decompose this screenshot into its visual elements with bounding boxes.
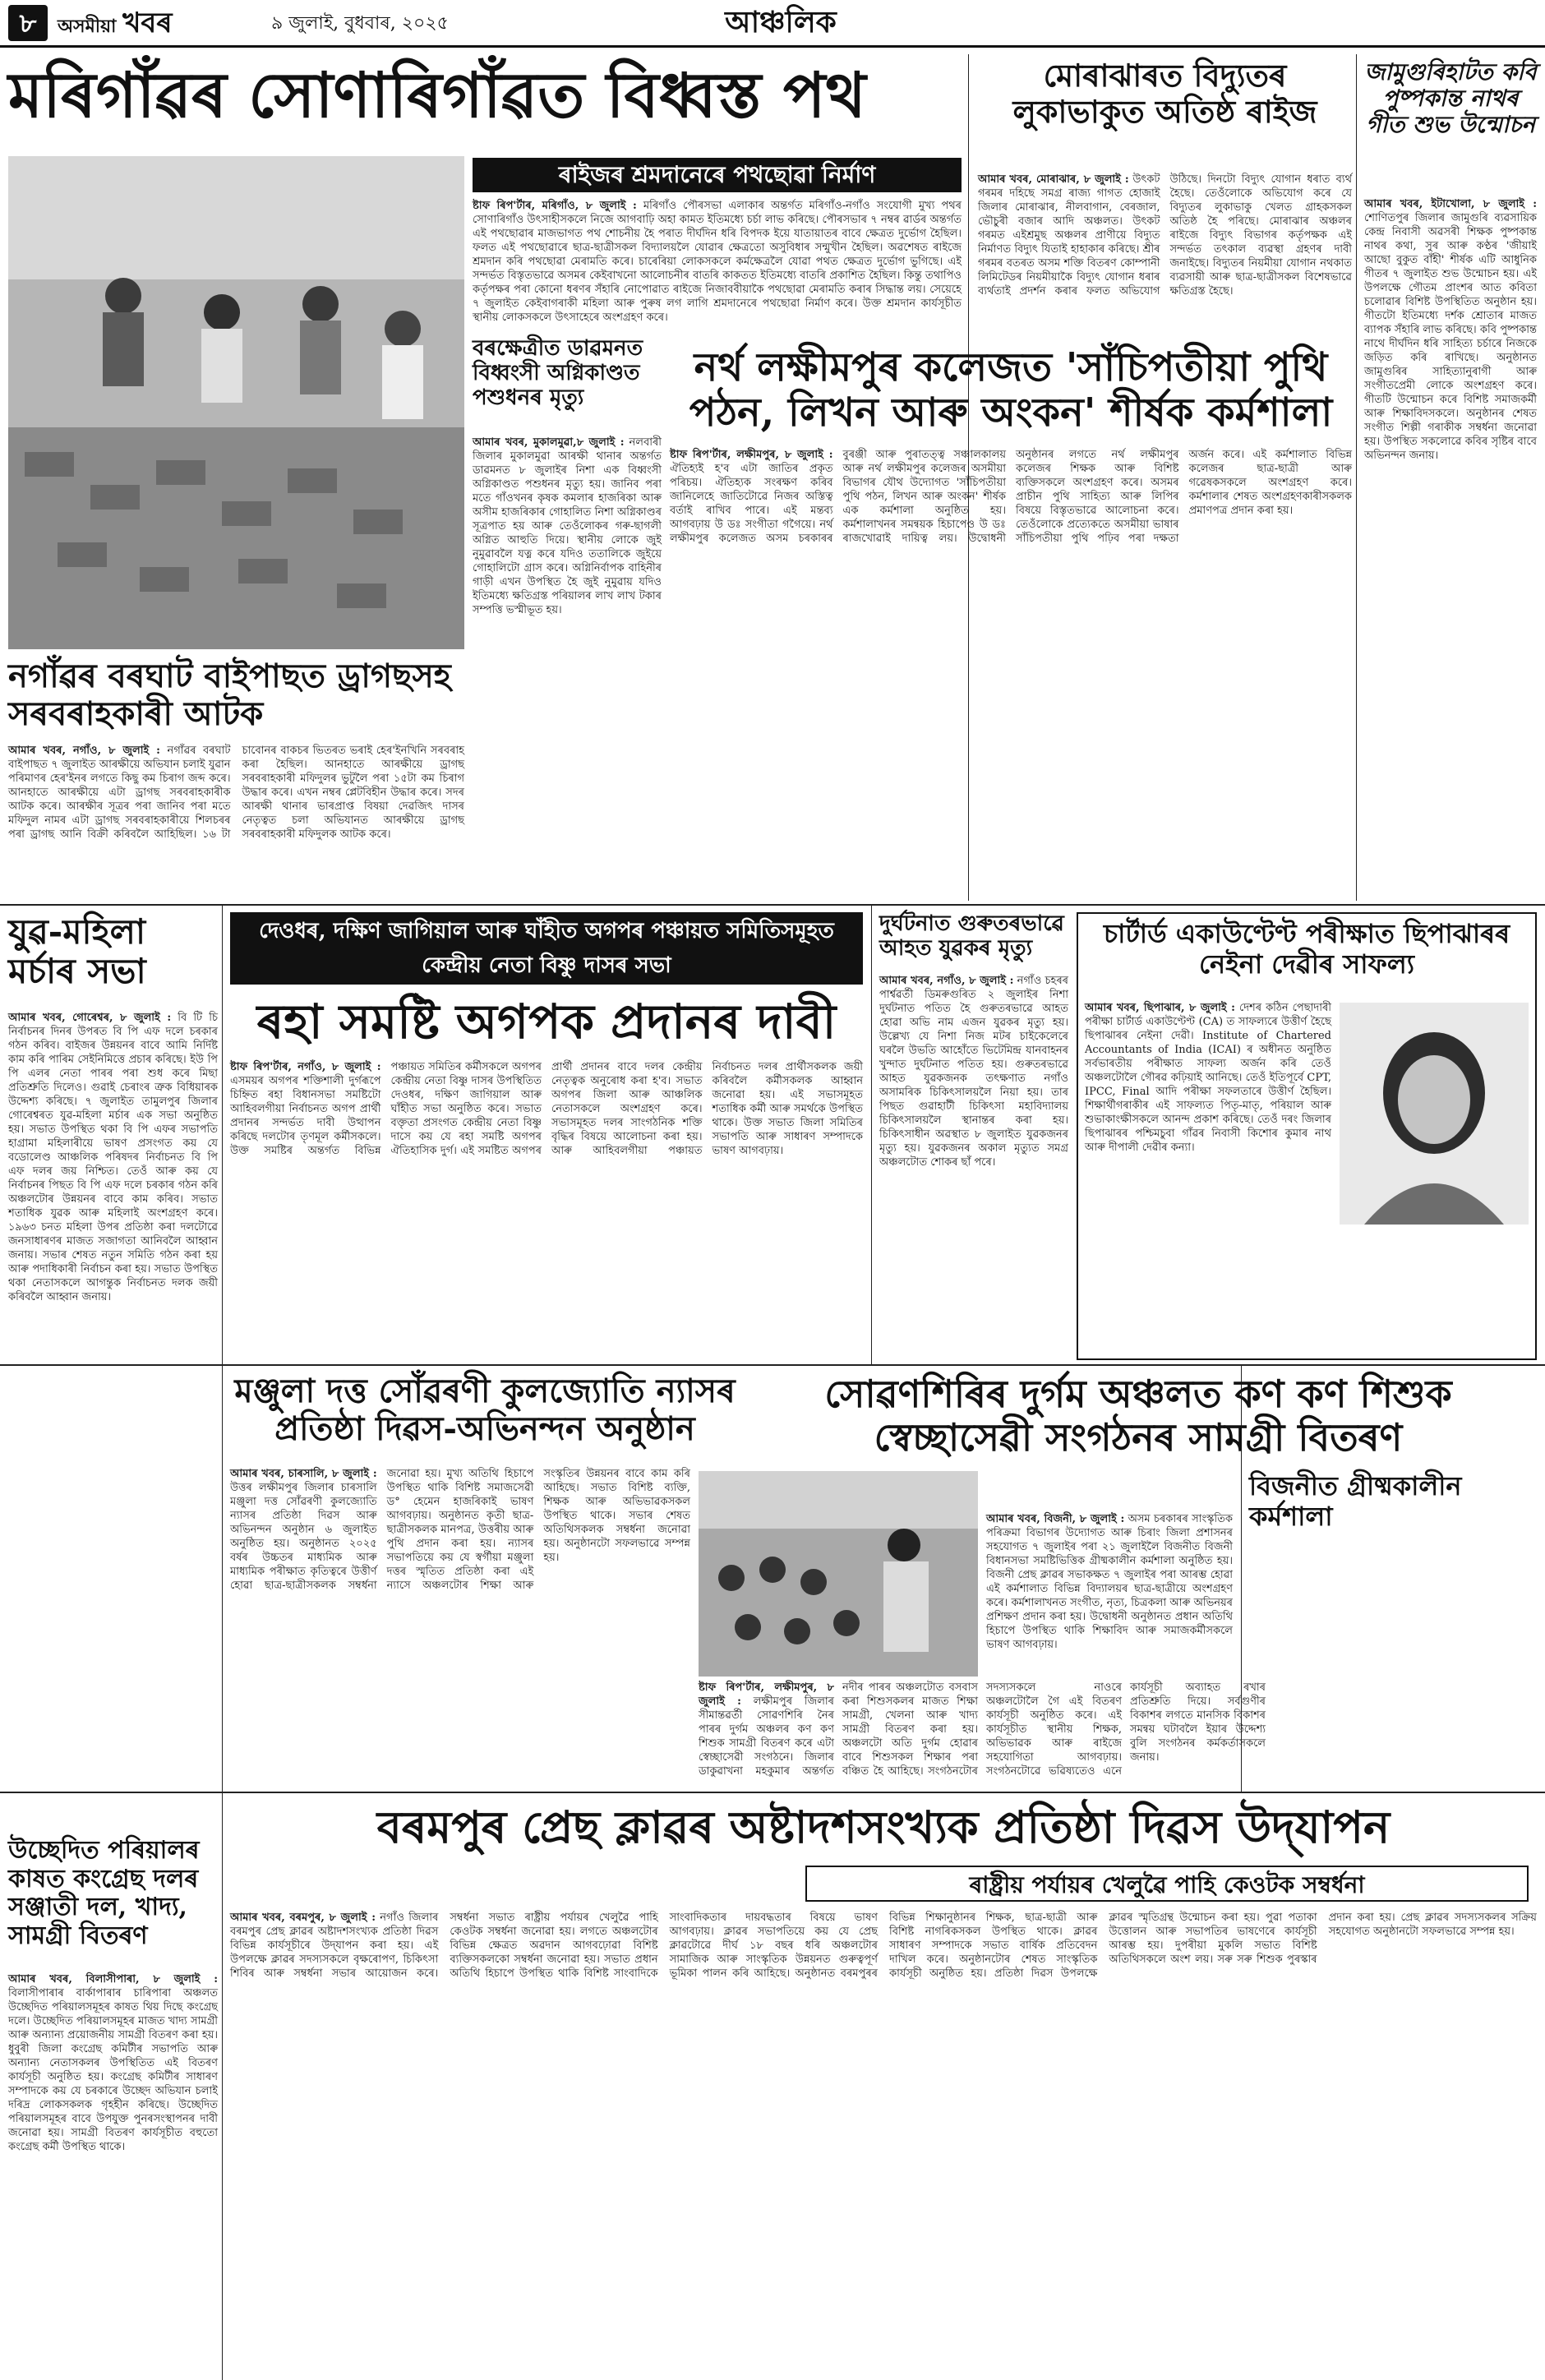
story-6-headline: নৰ্থ লক্ষীমপুৰ কলেজত 'সাঁচিপতীয়া পুথি পঠন, লিখন আৰু অংকন' শীৰ্ষক কৰ্মশালা [689,344,1333,436]
story-4-headline: মোৰাঝাৰত বিদ্যুতৰ লুকাভাকুত অতিষ্ঠ ৰাইজ [1012,57,1317,130]
story-4-body [978,173,1352,337]
photo-placeholder-icon [8,156,464,649]
story-4-text: উৎকট গৰমৰ দহিছে সমগ্ৰ ৰাজ্য গাগত হোজাই জিলাৰ মোৰাঝাৰ, নীলবাগান, বেৰজাল, ভৌচুৰী বজাৰ আদি অঞ্চলত। উৎকট গৰমত এইশ্ৰমুছ অঞ্চলৰ প্ৰাণীয়ে বিদ্যুত নিৰ্মাণত বিদ্যুৎ যিতাই হাহাকাৰ কৰিছে। শ্ৰীৰ গৰমৰ বতৰত অসম শক্তি বিতৰণ কোম্পানী লিমিটেডৰ নিয়মীয়াকৈ বিদ্যুৎ যোগান ধৰাৰ ব্যৰ্থতাই প্ৰদৰ্শন কৰাৰ ফলত অভিযোগ উঠিছে। দিনটো বিদ্যুৎ যোগান ধৰাত ব্যৰ্থ হৈছে। তেওঁলোকে অভিযোগ কৰে যে বিদ্যুতৰ লুকাভাকু খেলত গ্ৰাহকসকল অতিষ্ঠ হৈ পৰিছে। মোৰাঝাৰ অঞ্চলৰ ৰাইজে বিদ্যুৎ বিভাগৰ কৰ্তৃপক্ষক এই সন্দৰ্ভত তৎকাল ব্যৱস্থা গ্ৰহণৰ দাবী জনাইছে। বিদ্যুতৰ নিয়মীয়া যোগান নথকাত ব্যৱসায়ী আৰু ছাত্ৰ-ছাত্ৰীসকল বিশেষভাৱে ক্ষতিগ্ৰস্ত হৈছে। [978,173,1352,298]
story-1-text: মৰিগাঁও পৌৰসভা এলাকাৰ অন্তৰ্গত মৰিগাঁও-নগাঁও সংযোগী মুখ্য পথৰ সোণাৰিগাঁও উৎসাহীসকলে নিজে আগবাঢ়ি অহা কামত ইতিমধ্যে চৰ্চা লাভ কৰিছে। পৌৰসভাৰ ৭ নম্বৰ ৱাৰ্ডৰ অন্তৰ্গত এই পথছোৱাৰ মাজভাগত পথ শোচনীয় হৈ পৰাত দীৰ্ঘদিন ধৰি বিপদক ইয়ে যাতায়াতৰ বাবে ক্ষেত্ৰত দুৰ্ভোগ হৈছিল। ফলত এই পথছোৱাৰে ছাত্ৰ-ছাত্ৰীসকল বিদ্যালয়লৈ যোৱাৰ ক্ষেত্ৰতো অসুবিধাৰ সন্মুখীন হৈছিল। অৱশেষত ৰাইজে শ্ৰমদান কৰি পথছোৱা মেৰামতি কৰে। চাৰেৰিয়া লোকসকলে কৰ্মক্ষেত্ৰলৈ যোৱা পথত ক্ষেত্ৰত দুৰ্ভোগ ভুগিছে। এই সন্দৰ্ভত বিস্তৃতভাৱে অসমৰ কেইবাখনো আলোচনীৰ বাতৰি কাকতত ইতিমধ্যে বাতৰি প্ৰকাশিত হৈছিল। কিন্তু তথাপিও কৰ্তৃপক্ষৰ পৰা কোনো ধৰণৰ সঁহাৰি নোপোৱাত ৰাইজে নিজাববীয়াকৈ পথছোৱা মেৰামতি কৰাৰ সিদ্ধান্ত লয়। সেয়েহে ৭ জুলাইত কেইবাগৰাকী মহিলা আৰু পুৰুষ লগ লাগি শ্ৰমদানেৰে পথছোৱা নিৰ্মাণ কৰে। উক্ত শ্ৰমদান কাৰ্যসূচীত স্থানীয় লোকসকলে উৎসাহেৰে অংশগ্ৰহণ কৰে। [473,200,962,324]
story-12-byline: আমাৰ খবৰ, বিলাসীপাৰা, ৮ জুলাই : [8,1973,218,1986]
story-13-body-a [699,1681,1266,1787]
page-number: ৮ [8,5,48,41]
story-5-text: শোণিতপুৰ জিলাৰ জামুগুৰি ব্যৱসায়িক কেন্দ্ৰ নিবাসী অৱসৰী শিক্ষক পুষ্পকান্ত নাথৰ কথা, সুৰ আৰু কণ্ঠৰ 'জীয়াই আছো বুকুত বাঁহী' শীৰ্ষক এটি আধুনিক গীতৰ ৭ জুলাইত শুভ উন্মোচন হয়। এই উপলক্ষে গৌতম প্ৰাংশৰ আত কবিতা চলোৱাৰ বিশিষ্ট উপস্থিতিত অনুষ্ঠান হয়। গীতটো ইতিমধ্যে দৰ্শক শ্ৰোতাৰ মাজত ব্যাপক সঁহাৰি লাভ কৰিছে। কবি পুষ্পকান্ত নাথে দীৰ্ঘদিন ধৰি সাহিত্য চৰ্চাৰে নিজকে জড়িত কৰি ৰাখিছে। অনুষ্ঠানত জামুগুৰিৰ সাহিত্যানুৰাগী আৰু সংগীতপ্ৰেমী লোকে অংশগ্ৰহণ কৰে। গীতটি উন্মোচন কৰে বিশিষ্ট সমাজকৰ্মী আৰু শিক্ষাবিদসকলে। অনুষ্ঠানৰ শেষত সংগীত শিল্পী গৰাকীক সম্বৰ্ধনা জনোৱা হয়। উপস্থিত সকলোৱে কবিৰ সৃষ্টিৰ বাবে অভিনন্দন জনায়। [1364,212,1537,462]
story-3-text: নগাঁৱৰ বৰঘাট বাইপাছত ৭ জুলাইত আৰক্ষীয়ে অভিযান চলাই যুৱান পৰিমাণৰ হেৰ'ইনৰ লগতে কিছু কম চিৰাগ জব্দ কৰে। আনহাতে আৰক্ষীয়ে এটা ড্ৰাগছ সৰবৰাহকাৰীক আটক কৰে। আৰক্ষীৰ সূত্ৰৰ পৰা জানিব পৰা মতে মফিদুল নামৰ এটা ড্ৰাগছ সৰবৰাহকাৰীয়ে শিলচৰৰ পৰা ড্ৰাগছ আনি বিক্ৰী কৰিবলৈ আহিছিল। ১৬ টা চাবোনৰ বাকচৰ ভিতৰত ভৰাই হেৰ'ইনখিনি সৰবৰাহ কৰা হৈছিল। আনহাতে আৰক্ষীয়ে ড্ৰাগছ সৰবৰাহকাৰী মফিদুলৰ ভুটুলৈ পৰা ১৫টা কম চিৰাগ উদ্ধাৰ কৰে। এখন নম্বৰ প্লেটবিহীন উদ্ধাৰ কৰে। সদৰ আৰক্ষী থানাৰ ভাৰপ্ৰাপ্ত বিষয়া দেৱজিৎ দাসৰ নেতৃত্বত চলা অভিযানত আৰক্ষীয়ে ড্ৰাগছ সৰবৰাহকাৰী মফিদুলক আটক কৰে। [8,745,464,841]
story-11-headline: মঞ্জুলা দত্ত সোঁৱৰণী কুলজ্যোতি ন্যাসৰ প্ৰতিষ্ঠা দিৱস-অভিনন্দন অনুষ্ঠান [234,1372,736,1448]
story-13-byline: ষ্টাফ ৰিপ'ৰ্টাৰ, লক্ষীমপুৰ, ৮ জুলাই : [699,1681,834,1708]
story-13-headline: সোৱণশিৰিৰ দুৰ্গম অঞ্চলত কণ কণ শিশুক স্বেচ্ছাসেৱী সংগঠনৰ সামগ্ৰী বিতৰণ [824,1372,1452,1460]
story-12-headline: উচ্ছেদিত পৰিয়ালৰ কাষত কংগ্ৰেছ দলৰ সঞ্জাতী দল, খাদ্য, সামগ্ৰী বিতৰণ [8,1836,200,1950]
story-10-headline: চাৰ্টাৰ্ড একাউণ্টেণ্ট পৰীক্ষাত ছিপাঝাৰৰ নেইনা দেৱীৰ সাফল্য [1103,918,1510,980]
portrait-photo [1340,1003,1529,1225]
story-15-headline: বৰমপুৰ প্ৰেছ ক্লাৱৰ অষ্টাদশসংখ্যক প্ৰতিষ্ঠা দিৱস উদ্‌যাপন [376,1801,1390,1853]
story-12-text: বিলাসীপাৰাৰ বাৰ্কাপাৰাৰ চাৰিপাৰা অঞ্চলত উচ্ছেদিত পৰিয়ালসমূহৰ কাষত থিয় দিছে কংগ্ৰেছ দলে। উচ্ছেদিত পৰিয়ালসমূহৰ মাজত খাদ্য সামগ্ৰী আৰু অন্যান্য প্ৰয়োজনীয় সামগ্ৰী বিতৰণ কৰা হয়। ধুবুৰী জিলা কংগ্ৰেছ কমিটীৰ সভাপতি আৰু অন্যান্য নেতাসকলৰ উপস্থিতিত এই বিতৰণ কাৰ্যসূচী অনুষ্ঠিত হয়। কংগ্ৰেছ কমিটীৰ সাধাৰণ সম্পাদকে কয় যে চৰকাৰে উচ্ছেদ অভিযান চলাই দৰিদ্ৰ লোকসকলক গৃহহীন কৰিছে। উচ্ছেদিত পৰিয়ালসমূহৰ বাবে উপযুক্ত পুনৰসংস্থাপনৰ দাবী জনোৱা হয়। সামগ্ৰী বিতৰণ কাৰ্যসূচীত বহুতো কংগ্ৰেছ কৰ্মী উপস্থিত থাকে। [8,1987,218,2153]
section-rule [0,904,1545,906]
story-7-headline: যুৱ-মহিলা মৰ্চাৰ সভা [8,911,146,992]
story-5-byline: আমাৰ খবৰ, ইটাখোলা, ৮ জুলাই : [1364,198,1537,210]
story-5-body [1364,197,1537,900]
story-15-subhead: ৰাষ্ট্ৰীয় পৰ্যায়ৰ খেলুৱৈ পাহি কেওটক সম্বৰ্ধনা [805,1866,1529,1902]
story-15-body [230,1911,1537,2375]
story-9-body [879,974,1068,1360]
story-6-body [670,448,1352,900]
section-rule [0,1792,1545,1793]
paper-name-bold: খবৰ [122,7,173,39]
story-9-headline: দুৰ্ঘটনাত গুৰুতৰভাৱে আহত যুৱকৰ মৃত্যু [879,911,1064,961]
story-3-byline: আমাৰ খবৰ, নগাঁও, ৮ জুলাই : [8,745,160,757]
story-14-body [986,1512,1233,1787]
story-4-byline: আমাৰ খবৰ, মোৰাঝাৰ, ৮ জুলাই : [978,173,1129,186]
story-8-body [230,1060,863,1360]
story-6-byline: ষ্টাফ ৰিপ'ৰ্টাৰ, লক্ষীমপুৰ, ৮ জুলাই : [670,449,833,461]
issue-date: ৯ জুলাই, বুধবাৰ, ২০২৫ [271,13,449,34]
story-2-body [473,436,662,900]
story-7-text: বি টি চি নিৰ্বাচনৰ দিনৰ উপৰত বি পি এফ দলে চৰকাৰ গঠন কৰিব। বাইজৰ উন্নয়নৰ বাবে আমি নিৰ্দিষ্ট কাম কৰি পাৰিম সেইনিমিত্তে প্ৰচাৰ কৰিছে। ইউ পি পি এলৰ নেতা পাৰৰ পৰা শুধ কৰে মিছা প্ৰতিশ্ৰুতি দিলেও। গুৱাই চেৰাংৰ ত্ৰুক বিধিয়াৰক উদ্দেশ্য কৰিছে। ৭ জুলাইত তামুলপুৰ জিলাৰ গোৰেশ্বৰত যুৱ-মহিলা মৰ্চাৰ এক সভা অনুষ্ঠিত হয়। সভাত উপস্থিত থকা বি পি এফৰ সভাপতি হাগ্ৰামা মহিলাৰীয়ে ভাষণ প্ৰসংগত কয় যে বডোলেণ্ড আঞ্চলিক পৰিষদৰ নিৰ্বাচনত বি পি এফ দলৰ জয় নিশ্চিত। তেওঁ আৰু কয় যে নিৰ্বাচনৰ পিছত বি পি এফ দলে চৰকাৰ গঠন কৰি অঞ্চলটোৰ উন্নয়নৰ বাবে কাম কৰিব। সভাত শতাধিক যুৱক আৰু মহিলাই অংশগ্ৰহণ কৰে। ১৯৬৩ চনত মহিলা উপৰ প্ৰতিষ্ঠা কৰা দলটোৱে জনসাধাৰণৰ মাজত সজাগতা আনিবলৈ আহ্বান জনায়। সভাৰ শেষত নতুন সমিতি গঠন কৰা হয় আৰু পদাধিকাৰী নিৰ্বাচন কৰা হয়। সভাত উপস্থিত থকা নেতাসকলে আগন্তুক নিৰ্বাচনত দলক জয়ী কৰিবলৈ আহ্বান জনায়। [8,1012,218,1303]
story-11-body [230,1467,690,1787]
story-8-banner: দেওধৰ, দক্ষিণ জাগিয়াল আৰু ঘাঁহীত অগপৰ পঞ্চায়ত সমিতিসমূহত কেন্দ্ৰীয় নেতা বিষ্ণু দাসৰ সভা [230,912,863,985]
story-1-headline: মৰিগাঁৱৰ সোণাৰিগাঁৱত বিধ্বস্ত পথ [8,58,866,131]
column-rule [1356,54,1357,901]
story-1-body [473,199,962,326]
story-14-headline: বিজনীত গ্ৰীষ্মকালীন কৰ্মশালা [1249,1470,1462,1532]
story-14-byline: আমাৰ খবৰ, বিজনী, ৮ জুলাই : [986,1513,1125,1525]
paper-name [58,7,173,43]
masthead [0,0,1545,48]
column-rule [222,904,223,2380]
story-14-text: অসম চৰকাৰৰ সাংস্কৃতিক পৰিক্ৰমা বিভাগৰ উদ্যোগত আৰু চিৰাং জিলা প্ৰশাসনৰ সহযোগত ৭ জুলাইৰ পৰা ২১ জুলাইলৈ বিজনীত বিজনী বিধানসভা সমষ্টিভিত্তিক গ্ৰীষ্মকালীন কৰ্মশালা অনুষ্ঠিত হয়। বিজনী প্ৰেছ ক্লাৱৰ সভাকক্ষত ৭ জুলাইৰ পৰা আৰম্ভ হোৱা এই কৰ্মশালাত বিভিন্ন বিদ্যালয়ৰ ছাত্ৰ-ছাত্ৰীয়ে অংশগ্ৰহণ কৰে। কৰ্মশালাখনত সংগীত, নৃত্য, চিত্ৰকলা আৰু অভিনয়ৰ প্ৰশিক্ষণ প্ৰদান কৰা হয়। উদ্বোধনী অনুষ্ঠানত প্ৰধান অতিথি হিচাপে উপস্থিত থাকি শিক্ষাবিদ আৰু সমাজকৰ্মীসকলে ভাষণ আগবঢ়ায়। [986,1513,1233,1651]
story-8-text: এসময়ৰ অগপৰ শক্তিশালী দুৰ্গৰূপে চিহ্নিত ৰহা বিধানসভা সমষ্টিটো আহিবলগীয়া নিৰ্বাচনত অগপ প্ৰাৰ্থী প্ৰদানৰ সন্দৰ্ভত দাবী উত্থাপন কৰিছে দলটোৰ তৃণমূল কৰ্মীসকলে। উক্ত সমষ্টিৰ অন্তৰ্গত বিভিন্ন পঞ্চায়ত সমিতিৰ কৰ্মীসকলে অগপৰ কেন্দ্ৰীয় নেতা বিষ্ণু দাসৰ উপস্থিতিত দেওধৰ, দক্ষিণ জাগিয়াল আৰু ঘাঁহীত সভা অনুষ্ঠিত কৰে। সভাত বক্তৃতা প্ৰসংগত কেন্দ্ৰীয় নেতা বিষ্ণু দাসে কয় যে ৰহা সমষ্টি অগপৰ ঐতিহাসিক দুৰ্গ। এই সমষ্টিত অগপৰ প্ৰাৰ্থী প্ৰদানৰ বাবে দলৰ কেন্দ্ৰীয় নেতৃত্বক অনুৰোধ কৰা হ'ব। সভাত অগপৰ জিলা আৰু আঞ্চলিক নেতাসকলে অংশগ্ৰহণ কৰে। সভাসমূহত দলৰ সাংগঠনিক শক্তি বৃদ্ধিৰ বিষয়ে আলোচনা কৰা হয়। আৰু আহিবলগীয়া পঞ্চায়ত নিৰ্বাচনত দলৰ প্ৰাৰ্থীসকলক জয়ী কৰিবলৈ কৰ্মীসকলক আহ্বান জনোৱা হয়। এই সভাসমূহত শতাধিক কৰ্মী আৰু সমৰ্থকে উপস্থিত থাকে। উক্ত সভাত জিলা সমিতিৰ সভাপতি আৰু সাধাৰণ সম্পাদকে ভাষণ আগবঢ়ায়। [230,1061,863,1157]
story-2-byline: আমাৰ খবৰ, মুকালমুৱা,৮ জুলাই : [473,436,625,449]
children-distribution-photo [699,1471,978,1677]
section-rule [0,1364,1545,1366]
photo-placeholder-icon [699,1471,978,1677]
story-1-byline: ষ্টাফ ৰিপ'ৰ্টাৰ, মৰিগাঁও, ৮ জুলাই : [473,200,637,212]
story-3-body [8,744,464,900]
story-6-text: ঐতিহ্যই হ'ব এটা জাতিৰ প্ৰকৃত পৰিচয়। ঐতিহ্যক সংৰক্ষণ কৰিব জানিলেহে জাতিটোৱে নিজৰ অস্তিত্ব বৰ্তাই ৰাখিব পাৰে। এই মন্তব্য আগবঢ়ায় উ ডঃ সংগীতা গগৈয়ে। নৰ্থ লক্ষীমপুৰ কলেজত অসম চৰকাৰৰ বুৰঞ্জী আৰু পুৰাতত্ত্ব সঞ্চালকালয় আৰু নৰ্থ লক্ষীমপুৰ কলেজৰ অসমীয়া বিভাগৰ যৌথ উদ্যোগত 'সাঁচিপতীয়া পুথি পঠন, লিখন আৰু অংকন' শীৰ্ষক এক কৰ্মশালা অনুষ্ঠিত হয়। কৰ্মশালাখনৰ সমন্বয়ক হিচাপেও উ ডঃ ৰাজখোৱাই দায়িত্ব লয়। উদ্বোধনী অনুষ্ঠানৰ লগতে নৰ্থ লক্ষীমপুৰ কলেজৰ শিক্ষক আৰু বিশিষ্ট ব্যক্তিসকলে অংশগ্ৰহণ কৰে। অসমৰ প্ৰাচীন পুথি সাহিত্য আৰু লিপিৰ বিষয়ে বিস্তৃতভাৱে আলোচনা কৰে। তেওঁলোকে প্ৰত্যেকতে অসমীয়া ভাষাৰ সাঁচিপতীয়া পুথি পঢ়িব পৰা দক্ষতা অৰ্জন কৰে। এই কৰ্মশালাত বিভিন্ন কলেজৰ ছাত্ৰ-ছাত্ৰী আৰু গৱেষকসকলে অংশগ্ৰহণ কৰে। কৰ্মশালাৰ শেষত অংশগ্ৰহণকাৰীসকলক প্ৰমাণপত্ৰ প্ৰদান কৰা হয়। [670,449,1352,545]
story-5-headline: জামুগুৰিহাটত কবি পুষ্পকান্ত নাথৰ গীত শুভ উন্মোচন [1364,58,1537,139]
paper-name-regular: অসমীয়া [58,16,117,37]
story-9-byline: আমাৰ খবৰ, নগাঁও, ৮ জুলাই : [879,975,1014,987]
portrait-placeholder-icon [1340,1003,1529,1225]
story-7-byline: আমাৰ খবৰ, গোৰেশ্বৰ, ৮ জুলাই : [8,1012,172,1024]
story-8-headline: ৰহা সমষ্টি অগপক প্ৰদানৰ দাবী [256,994,837,1049]
story-7-body [8,1011,218,1829]
story-15-text: নগাঁও জিলাৰ বৰমপুৰ প্ৰেছ ক্লাৱৰ অষ্টাদশসংখ্যক প্ৰতিষ্ঠা দিৱস বিভিন্ন কাৰ্যসূচীৰে উদ্‌যাপন কৰা হয়। এই উপলক্ষে ক্লাৱৰ সদস্যসকলে বৃক্ষৰোপণ, চিকিৎসা শিবিৰ আৰু সম্বৰ্ধনা সভাৰ আয়োজন কৰে। সম্বৰ্ধনা সভাত ৰাষ্ট্ৰীয় পৰ্যায়ৰ খেলুৱৈ পাহি কেওটক সম্বৰ্ধনা জনোৱা হয়। লগতে অঞ্চলটোৰ বিভিন্ন ক্ষেত্ৰত অৱদান আগবঢ়োৱা বিশিষ্ট ব্যক্তিসকলকো সম্বৰ্ধনা জনোৱা হয়। সভাত প্ৰধান অতিথি হিচাপে উপস্থিত থাকি বিশিষ্ট সাংবাদিকে সাংবাদিকতাৰ দায়বদ্ধতাৰ বিষয়ে ভাষণ আগবঢ়ায়। ক্লাৱৰ সভাপতিয়ে কয় যে প্ৰেছ ক্লাৱটোৱে দীৰ্ঘ ১৮ বছৰ ধৰি অঞ্চলটোৰ সামাজিক আৰু সাংস্কৃতিক উন্নয়নত গুৰুত্বপূৰ্ণ ভূমিকা পালন কৰি আহিছে। অনুষ্ঠানত বৰমপুৰৰ বিভিন্ন শিক্ষানুষ্ঠানৰ শিক্ষক, ছাত্ৰ-ছাত্ৰী আৰু বিশিষ্ট নাগৰিকসকল উপস্থিত থাকে। ক্লাৱৰ সাধাৰণ সম্পাদকে সভাত বাৰ্ষিক প্ৰতিবেদন দাখিল কৰে। অনুষ্ঠানটোৰ শেষত সাংস্কৃতিক কাৰ্যসূচী অনুষ্ঠিত হয়। প্ৰতিষ্ঠা দিৱস উপলক্ষে ক্লাৱৰ স্মৃতিগ্ৰন্থ উন্মোচন কৰা হয়। পুৱা পতাকা উত্তোলন আৰু সভাপতিৰ ভাষণেৰে কাৰ্যসূচী আৰম্ভ হয়। দুপৰীয়া মুকলি সভাত বিশিষ্ট অতিথিসকলে অংশ লয়। সৰু সৰু শিশুক পুৰস্কাৰ প্ৰদান কৰা হয়। প্ৰেছ ক্লাৱৰ সদস্যসকলৰ সক্ৰিয় সহযোগত অনুষ্ঠানটো সফলভাৱে সম্পন্ন হয়। [230,1912,1537,1980]
story-15-byline: আমাৰ খবৰ, বৰমপুৰ, ৮ জুলাই : [230,1912,376,1924]
story-2-headline: বৰক্ষেত্ৰীত ডাৱমনত বিধ্বংসী অগ্নিকাণ্ডত পশুধনৰ মৃত্যু [473,336,643,410]
story-3-headline: নগাঁৱৰ বৰঘাট বাইপাছত ড্ৰাগছসহ সৰবৰাহকাৰী আটক [8,657,451,733]
story-10-byline: আমাৰ খবৰ, ছিপাঝাৰ, ৮ জুলাই : [1085,1002,1235,1014]
section-title: আঞ্চলিক [725,5,837,39]
story-11-text: উত্তৰ লক্ষীমপুৰ জিলাৰ চাৰসালি মঞ্জুলা দত্ত সোঁৱৰণী কুলজ্যোতি ন্যাসৰ প্ৰতিষ্ঠা দিৱস আৰু অভিনন্দন অনুষ্ঠান ৬ জুলাইত অনুষ্ঠিত হয়। অনুষ্ঠানত ২০২৫ বৰ্ষৰ উচ্চতৰ মাধ্যমিক আৰু মাধ্যমিক পৰীক্ষাত কৃতিত্বৰে উত্তীৰ্ণ হোৱা ছাত্ৰ-ছাত্ৰীসকলক সম্বৰ্ধনা জনোৱা হয়। মুখ্য অতিথি হিচাপে উপস্থিত থাকি বিশিষ্ট সমাজসেৱী ড° হেমেন হাজৰিকাই ভাষণ আগবঢ়ায়। অনুষ্ঠানত কৃতী ছাত্ৰ-ছাত্ৰীসকলক মানপত্ৰ, উত্তৰীয় আৰু পুথি প্ৰদান কৰা হয়। ন্যাসৰ সভাপতিয়ে কয় যে স্বৰ্গীয়া মঞ্জুলা দত্তৰ স্মৃতিত প্ৰতিষ্ঠা কৰা এই ন্যাসে অঞ্চলটোৰ শিক্ষা আৰু সংস্কৃতিৰ উন্নয়নৰ বাবে কাম কৰি আহিছে। সভাত বিশিষ্ট ব্যক্তি, শিক্ষক আৰু অভিভাৱকসকল উপস্থিত থাকে। সভাৰ শেষত অতিথিসকলক সম্বৰ্ধনা জনোৱা হয়। অনুষ্ঠানটো সফলভাৱে সম্পন্ন হয়। [230,1468,690,1592]
story-11-byline: আমাৰ খবৰ, চাৰসালি, ৮ জুলাই : [230,1468,377,1480]
story-1-subhead: ৰাইজৰ শ্ৰমদানেৰে পথছোৱা নিৰ্মাণ [473,158,962,192]
story-9-text: নগাঁও চহৰৰ পাৰ্শ্বৱৰ্তী ডিমৰুগুৰিত ২ জুলাইৰ নিশা দুৰ্ঘটনাত পতিত হৈ গুৰুতৰভাৱে আহত হোৱা অভি নাম এজন যুৱকৰ মৃত্যু হয়। উল্লেখ্য যে নিশা নিজ মটৰ চাইকেলেৰে ঘৰলৈ উভতি আহোঁতে ভিটেমিন্দ্ৰ যানবাহনৰ খুন্দাত দুৰ্ঘটনাত পতিত হয়। গুৰুতৰভাৱে আহত যুৱকজনক তৎক্ষণাত নগাঁও অসামৰিক চিকিৎসালয়লৈ নিয়া হয়। তাৰ পিছত গুৱাহাটী চিকিৎসা মহাবিদ্যালয় চিকিৎসালয়লৈ স্থানান্তৰ কৰা হয়। চিকিৎসাধীন অৱস্থাত ৮ জুলাইত যুৱকজনৰ মৃত্যু হয়। যুৱকজনৰ অকাল মৃত্যুত সমগ্ৰ অঞ্চলটোত শোকৰ ছাঁ পৰে। [879,975,1068,1169]
story-10-text: দেশৰ কঠিন পেছাদাৰী পৰীক্ষা চাৰ্টাৰ্ড একাউণ্টেণ্ট (CA) ত সাফল্যৰে উত্তীৰ্ণ হৈছে ছিপাঝাৰৰ নেইনা দেৱী। Institute of Chartered Accountants of India (ICAI) ৰ অধীনত অনুষ্ঠিত সৰ্বভাৰতীয় পৰীক্ষাত সাফল্য অৰ্জন কৰি তেওঁ অঞ্চলটোলৈ গৌৰৱ কঢ়িয়াই আনিছে। তেওঁ ইতিপূৰ্বে CPT, IPCC, Final আদি পৰীক্ষা সফলতাৰে উত্তীৰ্ণ হৈছিল। শিক্ষাৰ্থীগৰাকীৰ এই সাফল্যত পিতৃ-মাতৃ, পৰিয়াল আৰু শুভাকাংক্ষীসকলে আনন্দ প্ৰকাশ কৰিছে। তেওঁ দৰং জিলাৰ ছিপাঝাৰৰ পশ্চিমচুবা গাঁৱৰ নিবাসী কিশোৰ কুমাৰ নাথ আৰু দীপালী দেৱীৰ কন্যা। [1085,1002,1332,1154]
story-8-byline: ষ্টাফ ৰিপ'ৰ্টাৰ, নগাঁও, ৮ জুলাই : [230,1061,381,1073]
story-12-body [8,1972,218,2375]
story-10-body [1085,1001,1331,1354]
story-13-text: লক্ষীমপুৰ জিলাৰ সীমান্তৱৰ্তী সোৱণশিৰি নৈৰ পাৰৰ দুৰ্গম অঞ্চলৰ কণ কণ শিশুক সামগ্ৰী বিতৰণ কৰে এটা স্বেচ্ছাসেৱী সংগঠনে। জিলাৰ ডাকুৱাখনা মহকুমাৰ অন্তৰ্গত নদীৰ পাৰৰ অঞ্চলটোত বসবাস কৰা শিশুসকলৰ মাজত শিক্ষা সামগ্ৰী, খেলনা আৰু খাদ্য সামগ্ৰী বিতৰণ কৰা হয়। অঞ্চলটো অতি দুৰ্গম হোৱাৰ বাবে শিশুসকল শিক্ষাৰ পৰা বঞ্চিত হৈ আহিছে। সংগঠনটোৰ সদস্যসকলে নাওৰে অঞ্চলটোলৈ গৈ এই বিতৰণ কাৰ্যসূচী অনুষ্ঠিত কৰে। এই কাৰ্যসূচীত স্থানীয় শিক্ষক, অভিভাৱক আৰু ৰাইজে সহযোগিতা আগবঢ়ায়। সংগঠনটোৱে ভৱিষ্যতেও এনে কাৰ্যসূচী অব্যাহত ৰখাৰ প্ৰতিশ্ৰুতি দিয়ে। সৰ্বগুণীৰ বিকাশৰ লগতে মানসিক বিকাশৰ সমন্বয় ঘটাবলৈ ইয়াৰ উদ্দেশ্য বুলি সংগঠনৰ কৰ্মকৰ্তাসকলে জনায়। [699,1681,1266,1778]
column-rule [871,904,872,1364]
road-construction-photo [8,156,464,649]
story-2-text: নলবাৰী জিলাৰ মুকালমুৱা আৰক্ষী থানাৰ অন্তৰ্গত ডাৱমনত ৮ জুলাইৰ নিশা এক বিধ্বংসী অগ্নিকাণ্ডত পশুধনৰ মৃত্যু হয়। জানিব পৰা মতে গাঁওখনৰ কৃষক কমলাৰ হাজৰিকা আৰু অসীম হাজৰিকাৰ গোহালিত নিশা অগ্নিকাণ্ডৰ সূত্ৰপাত হয় আৰু তেওঁলোকৰ গৰু-ছাগলী অগ্নিত আহুতি দিয়ে। স্থানীয় লোকে জুই নুমুৱাবলৈ যত্ন কৰে যদিও ততালিকে জুইয়ে গোহালিটো গ্ৰাস কৰে। অগ্নিনিৰ্বাপক বাহিনীৰ গাড়ী এখন উপস্থিত হৈ জুই নুমুৱায় যদিও ইতিমধ্যে ক্ষতিগ্ৰস্ত পৰিয়ালৰ লাখ লাখ টকাৰ সম্পত্তি ভস্মীভূত হয়। [473,436,662,616]
